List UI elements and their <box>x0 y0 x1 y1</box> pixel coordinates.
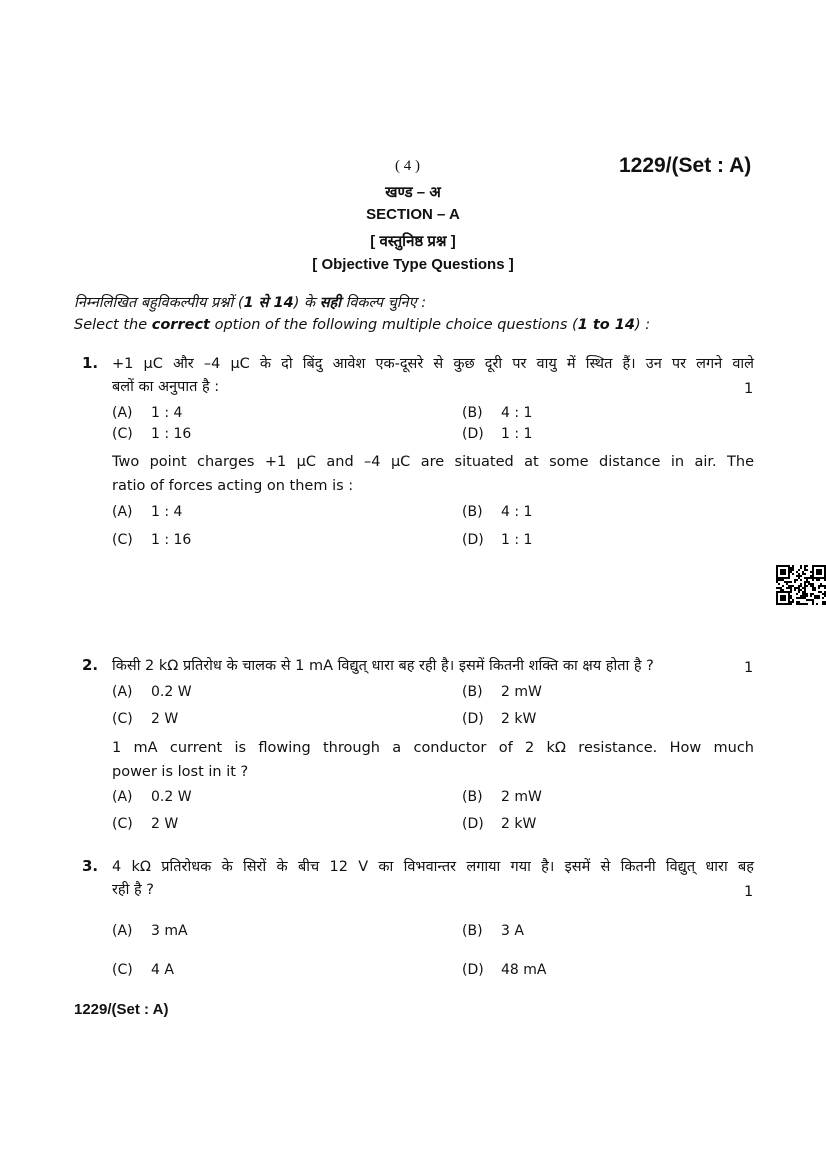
option-value: 2 kW <box>501 816 537 832</box>
option-label: (A) <box>112 923 133 939</box>
instruction-hindi-text: विकल्प चुनिए : <box>340 295 427 311</box>
option-label: (B) <box>462 504 483 520</box>
option-value: 1 : 16 <box>151 426 192 442</box>
instruction-hindi-text: निम्नलिखित बहुविकल्पीय प्रश्नों ( <box>74 295 244 311</box>
question-text-hindi: रही है ? <box>112 882 154 898</box>
option-label: (B) <box>462 923 483 939</box>
option-label: (C) <box>112 816 133 832</box>
option-label: (B) <box>462 405 483 421</box>
option-value: 2 mW <box>501 684 542 700</box>
option-label: (B) <box>462 789 483 805</box>
instruction-english-text: option of the following multiple choice questions ( <box>209 317 578 333</box>
option-label: (D) <box>462 426 484 442</box>
option-label: (A) <box>112 405 133 421</box>
instruction-hindi <box>74 292 426 312</box>
question-type-hindi: [ वस्तुनिष्ठ प्रश्न ] <box>370 233 456 250</box>
question-marks: 1 <box>744 660 754 676</box>
qr-code <box>776 565 826 605</box>
question-marks: 1 <box>744 381 754 397</box>
option-value: 4 : 1 <box>501 405 533 421</box>
option-value: 48 mA <box>501 962 547 978</box>
option-value: 4 A <box>151 962 174 978</box>
paper-code: 1229/(Set : A) <box>619 154 752 177</box>
option-label: (A) <box>112 684 133 700</box>
option-value: 2 kW <box>501 711 537 727</box>
instruction-english-text: ) : <box>634 317 651 333</box>
option-value: 3 A <box>501 923 524 939</box>
instruction-english <box>74 317 650 333</box>
option-value: 0.2 W <box>151 789 192 805</box>
question-number: 1. <box>82 354 99 372</box>
question-type: [ Objective Type Questions ] <box>312 256 514 273</box>
option-value: 1 : 1 <box>501 426 533 442</box>
option-label: (C) <box>112 962 133 978</box>
question-text-english: ratio of forces acting on them is : <box>112 478 354 494</box>
question-text-hindi: +1 μC और –4 μC के दो बिंदु आवेश एक-दूसरे से कुछ दूरी पर वायु में स्थित हैं। उन पर लगने वाले <box>112 356 754 372</box>
option-value: 2 mW <box>501 789 542 805</box>
option-label: (A) <box>112 789 133 805</box>
option-label: (B) <box>462 684 483 700</box>
option-label: (D) <box>462 962 484 978</box>
option-value: 1 : 16 <box>151 532 192 548</box>
option-value: 1 : 1 <box>501 532 533 548</box>
instruction-hindi-text: ) के <box>293 295 320 311</box>
option-value: 2 W <box>151 816 179 832</box>
instruction-english-range: 1 to 14 <box>577 317 635 333</box>
question-text-hindi: 4 kΩ प्रतिरोधक के सिरों के बीच 12 V का विभवान्तर लगाया गया है। इसमें से कितनी विद्युत् धारा बह <box>112 859 754 875</box>
question-text-english: Two point charges +1 μC and –4 μC are situated at some distance in air. The <box>112 454 754 470</box>
option-label: (C) <box>112 711 133 727</box>
question-number: 2. <box>82 656 99 674</box>
option-label: (A) <box>112 504 133 520</box>
question-text-english: power is lost in it ? <box>112 764 249 780</box>
option-label: (C) <box>112 532 133 548</box>
option-value: 4 : 1 <box>501 504 533 520</box>
footer-paper-code: 1229/(Set : A) <box>74 1001 169 1018</box>
option-value: 2 W <box>151 711 179 727</box>
option-label: (C) <box>112 426 133 442</box>
question-text-english: 1 mA current is flowing through a conductor of 2 kΩ resistance. How much <box>112 740 754 756</box>
section-title-hindi: खण्ड – अ <box>385 184 441 201</box>
page-number: ( 4 ) <box>395 158 420 174</box>
instruction-english-emphasis: correct <box>151 317 210 333</box>
instruction-hindi-emphasis: सही <box>319 295 341 311</box>
section-title: SECTION – A <box>366 206 460 223</box>
question-marks: 1 <box>744 884 754 900</box>
option-value: 1 : 4 <box>151 504 183 520</box>
instruction-english-text: Select the <box>74 317 152 333</box>
option-value: 0.2 W <box>151 684 192 700</box>
option-label: (D) <box>462 816 484 832</box>
option-value: 3 mA <box>151 923 188 939</box>
question-number: 3. <box>82 857 99 875</box>
question-text-hindi: बलों का अनुपात है : <box>112 379 220 395</box>
option-label: (D) <box>462 532 484 548</box>
question-text-hindi: किसी 2 kΩ प्रतिरोध के चालक से 1 mA विद्युत् धारा बह रही है। इसमें कितनी शक्ति का क्षय होता है ? <box>112 658 654 674</box>
option-label: (D) <box>462 711 484 727</box>
instruction-hindi-range: 1 से 14 <box>243 295 294 311</box>
option-value: 1 : 4 <box>151 405 183 421</box>
